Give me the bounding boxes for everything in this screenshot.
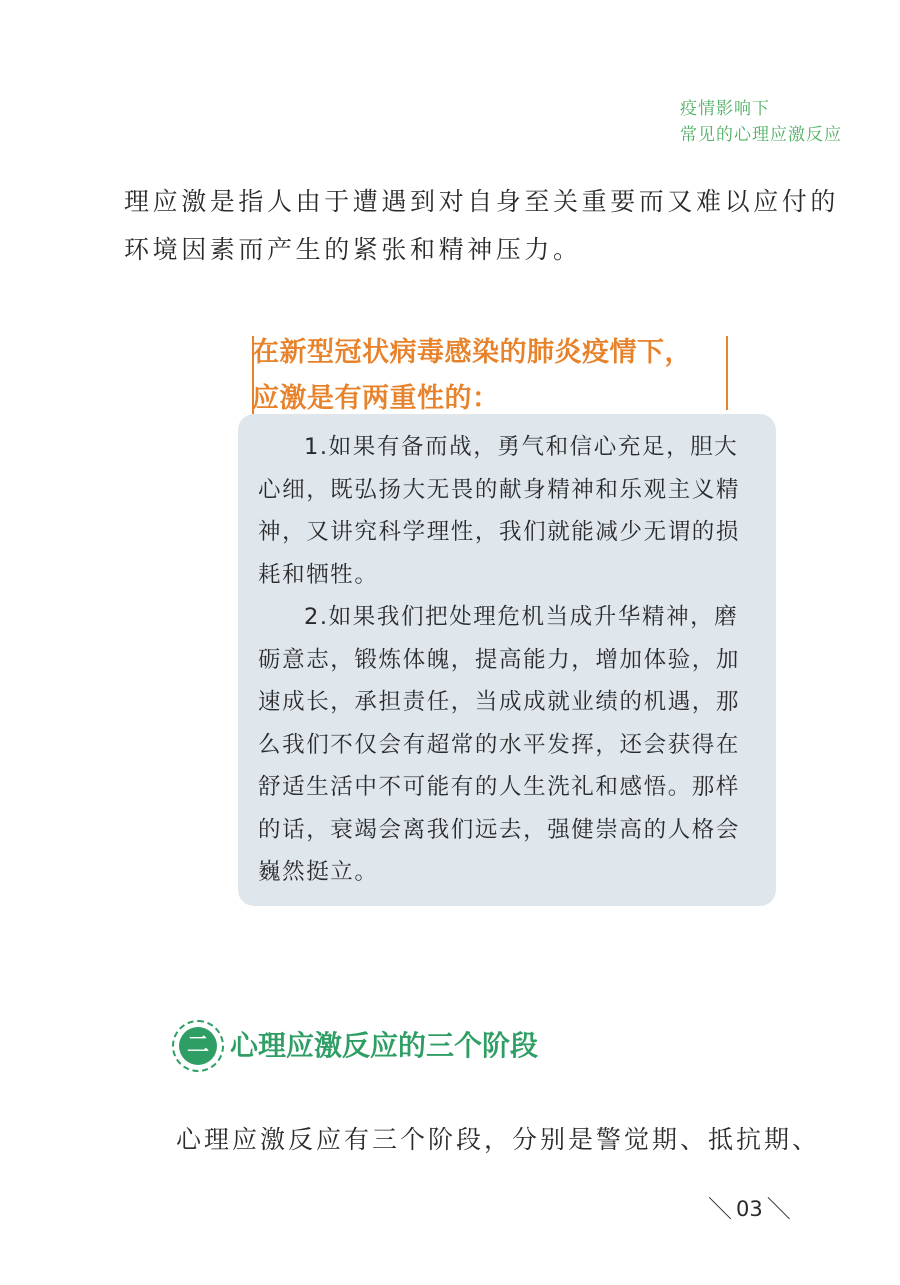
running-head [680,96,842,148]
callout-heading-line2: 应激是有两重性的： [252,383,500,414]
box-line: 心细，既弘扬大无畏的献身精神和乐观主义精 [258,476,741,503]
section-number: 二 [179,1027,217,1065]
box-line: 巍然挺立。 [258,859,379,885]
page-number [708,1192,791,1226]
folio-number: 03 [736,1197,763,1221]
box-line: 2.如果我们把处理危机当成升华精神，磨 [304,604,739,630]
intro-line2: 环境因素而产生的紧张和精神压力。 [124,235,582,264]
box-line: 1.如果有备而战，勇气和信心充足，胆大 [304,434,739,460]
folio-right-mark: ＼ [766,1195,791,1223]
box-line: 砺意志，锻炼体魄，提高能力，增加体验，加 [258,646,741,673]
callout-box [238,414,776,906]
box-line: 舒适生活中不可能有的人生洗礼和感悟。那样 [258,774,741,800]
section-number-badge [172,1020,224,1072]
box-line: 速成长，承担责任，当成成就业绩的机遇，那 [258,689,741,715]
box-line: 神，又讲究科学理性，我们就能减少无谓的损 [258,519,741,545]
folio-left-mark: ＼ [708,1195,732,1223]
running-head-line2: 常见的心理应激反应 [680,125,842,145]
intro-line1: 理应激是指人由于遭遇到对自身至关重要而又难以应付的 [124,187,840,216]
body-paragraph: 心理应激反应有三个阶段，分别是警觉期、抵抗期、 [176,1125,821,1154]
callout-heading-line1: 在新型冠状病毒感染的肺炎疫情下， [252,337,692,368]
box-line: 耗和牺牲。 [258,561,379,588]
section-title: 心理应激反应的三个阶段 [230,1029,539,1062]
callout-heading [252,330,732,422]
box-line: 的话，衰竭会离我们远去，强健崇高的人格会 [258,816,741,843]
intro-paragraph [124,178,840,274]
box-line: 么我们不仅会有超常的水平发挥，还会获得在 [258,731,741,758]
running-head-line1: 疫情影响下 [680,99,770,119]
